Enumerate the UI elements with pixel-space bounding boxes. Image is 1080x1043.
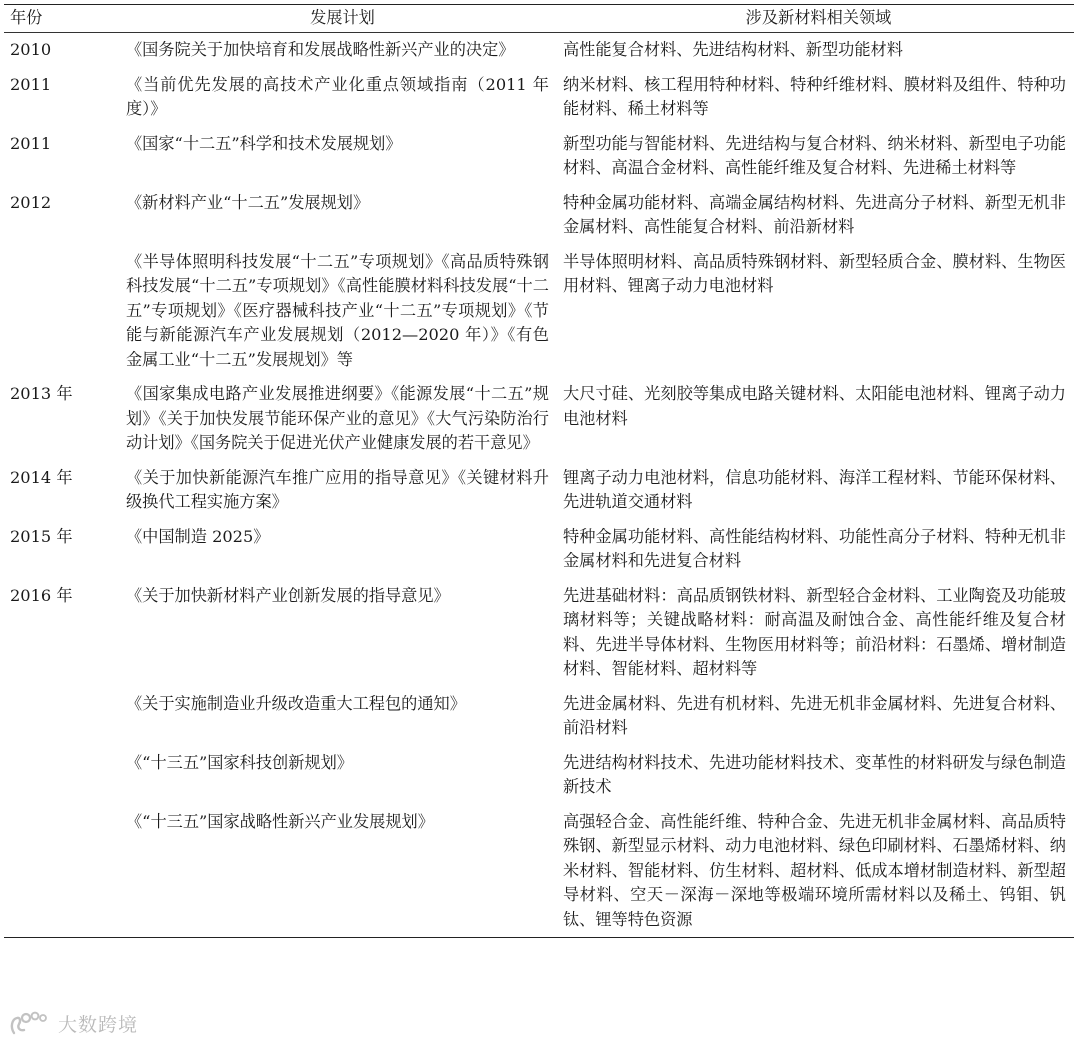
year-cell: 2016 年 <box>10 585 73 605</box>
table-row <box>4 687 1074 746</box>
year-cell <box>4 687 122 746</box>
table-row <box>4 33 1074 68</box>
header-row <box>4 5 1074 33</box>
plan-cell: 《新材料产业“十二五”发展规划》 <box>126 192 370 212</box>
field-cell: 特种金属功能材料、高性能结构材料、功能性高分子材料、特种无机非金属材料和先进复合材料 <box>563 526 1066 570</box>
field-cell: 新型功能与智能材料、先进结构与复合材料、纳米材料、新型电子功能材料、高温合金材料、高性能纤维及复合材料、先进稀土材料等 <box>563 133 1066 177</box>
field-cell: 锂离子动力电池材料，信息功能材料、海洋工程材料、节能环保材料、先进轨道交通材料 <box>563 467 1066 511</box>
field-cell: 先进金属材料、先进有机材料、先进无机非金属材料、先进复合材料、前沿材料 <box>563 693 1066 737</box>
table-row <box>4 520 1074 579</box>
year-cell: 2010 <box>10 40 52 59</box>
year-cell: 2011 <box>10 133 52 153</box>
table-row <box>4 186 1074 245</box>
year-cell: 2012 <box>10 192 52 212</box>
header-field: 涉及新材料相关领域 <box>745 8 892 28</box>
table-row <box>4 579 1074 687</box>
plan-cell: 《关于实施制造业升级改造重大工程包的通知》 <box>126 693 466 713</box>
plan-cell: 《“十三五”国家战略性新兴产业发展规划》 <box>126 811 434 831</box>
plan-cell: 《中国制造 2025》 <box>126 526 270 546</box>
field-cell: 大尺寸硅、光刻胶等集成电路关键材料、太阳能电池材料、锂离子动力电池材料 <box>563 384 1066 428</box>
table-row <box>4 746 1074 805</box>
table-row <box>4 127 1074 186</box>
field-cell: 半导体照明材料、高品质特殊钢材料、新型轻质合金、膜材料、生物医用材料、锂离子动力电池材料 <box>563 251 1066 295</box>
table-row <box>4 377 1074 461</box>
year-cell: 2011 <box>10 74 52 94</box>
plan-cell: 《国务院关于加快培育和发展战略性新兴产业的决定》 <box>126 40 515 59</box>
plan-cell: 《“十三五”国家科技创新规划》 <box>126 752 353 772</box>
year-cell: 2013 年 <box>10 384 73 403</box>
year-cell: 2015 年 <box>10 526 73 546</box>
field-cell: 先进基础材料：高品质钢铁材料、新型轻合金材料、工业陶瓷及功能玻璃材料等；关键战略材料：耐高温及耐蚀合金、高性能纤维及复合材料、先进半导体材料、生物医用材料等；前沿材料：石墨烯、增材制造材料、智能材料、超材料等 <box>563 585 1066 678</box>
watermark <box>8 1008 138 1038</box>
plan-cell: 《国家集成电路产业发展推进纲要》《能源发展“十二五”规划》《关于加快发展节能环保产业的意见》《大气污染防治行动计划》《国务院关于促进光伏产业健康发展的若干意见》 <box>126 384 549 452</box>
field-cell: 高强轻合金、高性能纤维、特种合金、先进无机非金属材料、高品质特殊钢、新型显示材料、动力电池材料、绿色印刷材料、石墨烯材料、纳米材料、智能材料、仿生材料、超材料、低成本增材制造材料、新型超导材料、空天－深海－深地等极端环境所需材料以及稀土、钨钼、钒钛、锂等特色资源 <box>563 811 1066 929</box>
table-row <box>4 461 1074 520</box>
plan-cell: 《关于加快新材料产业创新发展的指导意见》 <box>126 585 450 605</box>
plan-cell: 《当前优先发展的高技术产业化重点领域指南（2011 年度）》 <box>126 74 549 118</box>
plan-cell: 《关于加快新能源汽车推广应用的指导意见》《关键材料升级换代工程实施方案》 <box>126 467 549 511</box>
plan-cell: 《国家“十二五”科学和技术发展规划》 <box>126 133 402 153</box>
year-cell <box>4 805 122 938</box>
field-cell: 特种金属功能材料、高端金属结构材料、先进高分子材料、新型无机非金属材料、高性能复合材料、前沿新材料 <box>563 192 1066 236</box>
year-cell <box>4 245 122 378</box>
table-row <box>4 68 1074 127</box>
year-cell: 2014 年 <box>10 467 73 487</box>
table-header <box>4 5 1074 33</box>
header-year: 年份 <box>10 8 43 28</box>
logo-mark-icon <box>8 1009 52 1037</box>
field-cell: 先进结构材料技术、先进功能材料技术、变革性的材料研发与绿色制造新技术 <box>563 752 1066 796</box>
year-cell <box>4 746 122 805</box>
policy-table <box>4 4 1074 938</box>
header-plan: 发展计划 <box>310 8 375 28</box>
watermark-text: 大数跨境 <box>58 1013 139 1036</box>
table-row <box>4 805 1074 938</box>
table-row <box>4 245 1074 378</box>
plan-cell: 《半导体照明科技发展“十二五”专项规划》《高品质特殊钢科技发展“十二五”专项规划》《高性能膜材料科技发展“十二五”专项规划》《医疗器械科技产业“十二五”专项规划》《节能与新能源汽车产业发展规划（2012—2020 年）》《有色金属工业“十二五”发展规划》等 <box>126 251 549 369</box>
field-cell: 纳米材料、核工程用特种材料、特种纤维材料、膜材料及组件、特种功能材料、稀土材料等 <box>563 74 1066 118</box>
field-cell: 高性能复合材料、先进结构材料、新型功能材料 <box>563 40 903 59</box>
table-body <box>4 33 1074 938</box>
